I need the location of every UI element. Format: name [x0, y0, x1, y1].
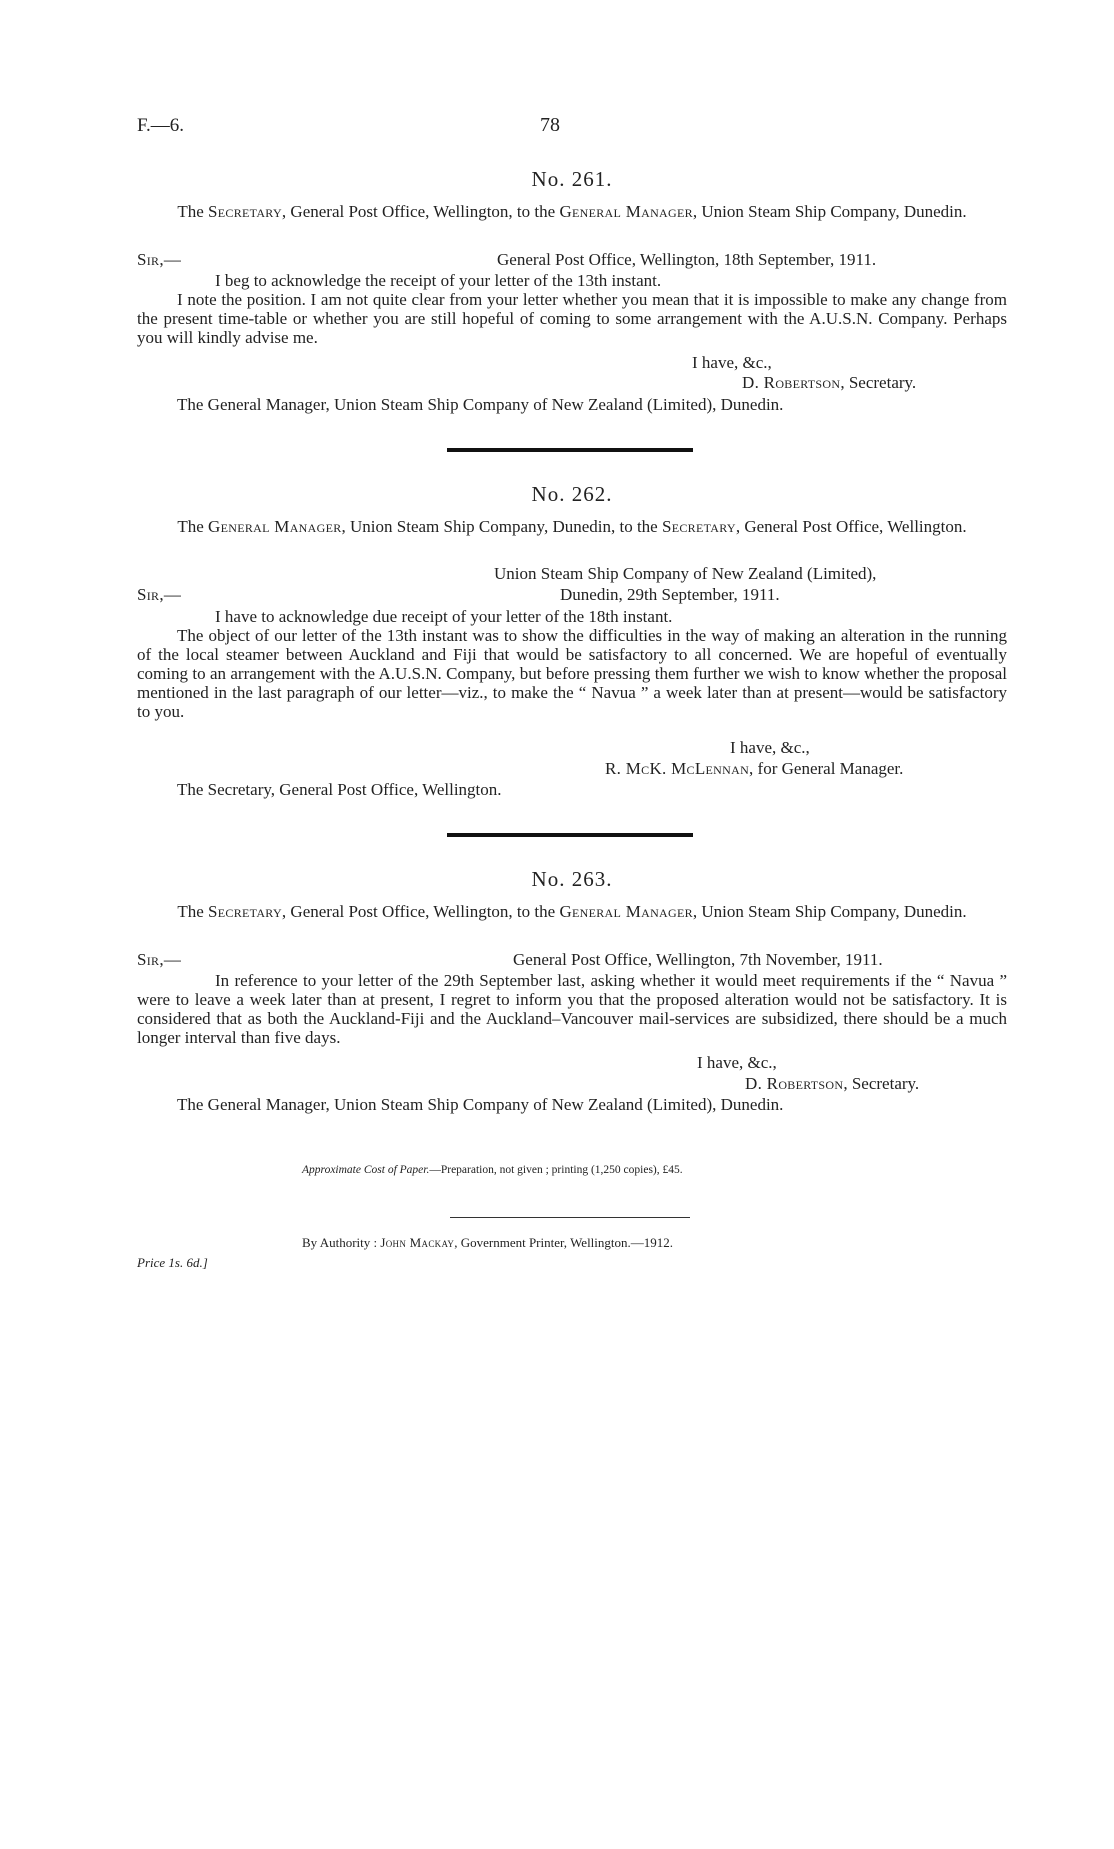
heading-to: General Manager	[559, 902, 693, 921]
page-number: 78	[540, 114, 560, 136]
letter-heading: The General Manager, Union Steam Ship Company, Dunedin, to the Secretary, General Post Office, Wellington.	[177, 517, 967, 536]
letter-body	[137, 271, 1007, 347]
heading-to: General Manager	[559, 202, 693, 221]
paragraph: I beg to acknowledge the receipt of your letter of the 13th instant.	[215, 271, 662, 290]
letter-number: No. 262.	[531, 482, 613, 506]
letter-address: General Post Office, Wellington, 18th September, 1911.	[497, 250, 877, 269]
letter-number: No. 263.	[531, 867, 613, 891]
salutation: Sir,—	[137, 950, 182, 969]
paragraph: I note the position. I am not quite clear from your letter whether you mean that it is impossible to make any change from the present time-table or whether you are still hopeful of coming to some arrangement with the A.U.S.N. Company. Perhaps you will kindly advise me.	[137, 290, 1007, 347]
letter-address-line-1: Union Steam Ship Company of New Zealand (Limited),	[494, 564, 877, 583]
letter-heading: The Secretary, General Post Office, Wellington, to the General Manager, Union Steam Ship Company, Dunedin.	[177, 202, 967, 221]
footer-divider	[450, 1217, 690, 1218]
letter-heading: The Secretary, General Post Office, Wellington, to the General Manager, Union Steam Ship Company, Dunedin.	[177, 902, 967, 921]
signature: R. McK. McLennan, for General Manager.	[605, 759, 904, 778]
signature: D. Robertson, Secretary.	[745, 1074, 920, 1093]
letter-number: No. 261.	[531, 167, 613, 191]
letter-body	[137, 607, 1007, 721]
heading-to: Secretary	[661, 517, 736, 536]
cost-note: Approximate Cost of Paper.—Preparation, not given ; printing (1,250 copies), £45.	[302, 1164, 683, 1176]
document-code: F.—6.	[137, 115, 185, 136]
paragraph: I have to acknowledge due receipt of your letter of the 18th instant.	[215, 607, 673, 626]
price: Price 1s. 6d.]	[137, 1255, 208, 1270]
heading-from: General Manager	[208, 517, 342, 536]
salutation: Sir,—	[137, 585, 182, 604]
heading-from: Secretary	[208, 902, 282, 921]
addressee: The General Manager, Union Steam Ship Company of New Zealand (Limited), Dunedin.	[177, 1095, 784, 1114]
paragraph: In reference to your letter of the 29th September last, asking whether it would meet requirements if the “ Navua ” were to leave a week later than at present, I regret to inform you that the proposed alteration would not be satisfactory. It is considered that as both the Auckland-Fiji and the Auckland–Vancouver mail-services are subsidized, there should be a much longer interval than five days.	[137, 971, 1007, 1047]
closing: I have, &c.,	[730, 738, 810, 757]
letter-address: General Post Office, Wellington, 7th November, 1911.	[513, 950, 883, 969]
signature: D. Robertson, Secretary.	[742, 373, 917, 392]
heading-from: Secretary	[208, 202, 282, 221]
section-divider	[447, 833, 693, 837]
salutation: Sir,—	[137, 250, 182, 269]
closing: I have, &c.,	[697, 1053, 777, 1072]
addressee: The Secretary, General Post Office, Wellington.	[177, 780, 502, 799]
closing: I have, &c.,	[692, 353, 772, 372]
paragraph: The object of our letter of the 13th instant was to show the difficulties in the way of making an alteration in the running of the local steamer between Auckland and Fiji that would be satisfactory to all concerned. We are hopeful of eventually coming to an arrangement with the A.U.S.N. Company, but before pressing them further we wish to know whether the proposal mentioned in the last paragraph of our letter—viz., to make the “ Navua ” a week later than at present—would be satisfactory to you.	[137, 626, 1007, 721]
section-divider	[447, 448, 693, 452]
addressee: The General Manager, Union Steam Ship Company of New Zealand (Limited), Dunedin.	[177, 395, 784, 414]
printer-authority: By Authority : John Mackay, Government Printer, Wellington.—1912.	[302, 1235, 674, 1250]
letter-body	[137, 971, 1007, 1047]
letter-address-line-2: Dunedin, 29th September, 1911.	[560, 585, 780, 604]
